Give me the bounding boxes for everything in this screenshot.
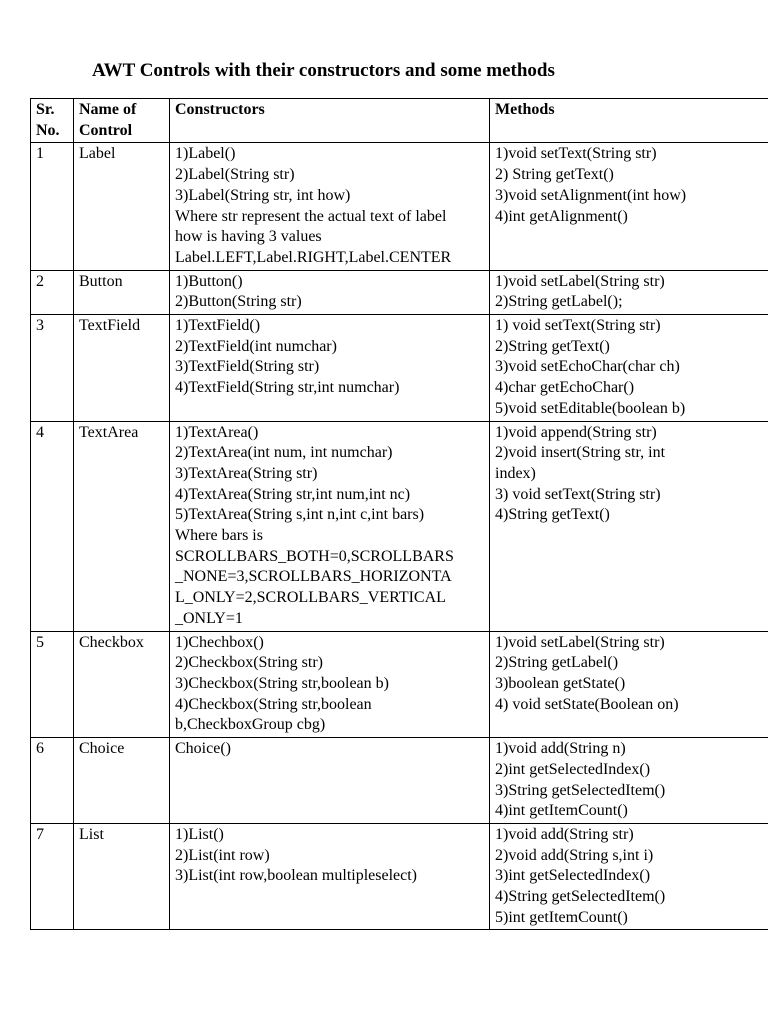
header-sr-no bbox=[31, 99, 74, 143]
method-line: 1)void append(String str) bbox=[495, 423, 657, 441]
cell-constructors bbox=[170, 143, 490, 270]
cell-control-name: TextField bbox=[74, 315, 170, 422]
constructor-line: 3)Label(String str, int how) bbox=[175, 186, 351, 204]
cell-constructors bbox=[170, 738, 490, 824]
table-row bbox=[31, 823, 768, 930]
constructor-line: 3)TextArea(String str) bbox=[175, 464, 318, 482]
header-name-line1: Name of bbox=[79, 101, 137, 118]
constructor-line: 2)Checkbox(String str) bbox=[175, 654, 323, 672]
cell-constructors bbox=[170, 315, 490, 422]
constructor-line: 1)List() bbox=[175, 825, 224, 843]
method-line: 2) String getText() bbox=[495, 166, 614, 184]
constructor-line: b,CheckboxGroup cbg) bbox=[175, 716, 326, 734]
method-line: 5)int getItemCount() bbox=[495, 908, 628, 926]
method-line: 2)String getText() bbox=[495, 337, 610, 355]
awt-controls-table bbox=[30, 98, 768, 930]
method-line: 1)void setLabel(String str) bbox=[495, 633, 665, 651]
header-sr-no-line2: No. bbox=[36, 121, 60, 139]
constructor-line: 5)TextArea(String s,int n,int c,int bars) bbox=[175, 506, 425, 524]
header-name-line2: Control bbox=[79, 121, 133, 139]
method-line: 4)char getEchoChar() bbox=[495, 379, 635, 397]
cell-constructors bbox=[170, 631, 490, 738]
method-line: 4)int getAlignment() bbox=[495, 207, 628, 225]
constructor-line: SCROLLBARS_BOTH=0,SCROLLBARS bbox=[175, 547, 454, 565]
method-line: 1)void add(String str) bbox=[495, 825, 634, 843]
table-row bbox=[31, 143, 768, 270]
constructor-line: Label.LEFT,Label.RIGHT,Label.CENTER bbox=[175, 248, 452, 266]
constructor-line: 2)TextField(int numchar) bbox=[175, 337, 337, 355]
constructor-line: _ONLY=1 bbox=[175, 609, 243, 627]
constructor-line: Where str represent the actual text of label bbox=[175, 207, 447, 225]
constructor-line: 4)TextField(String str,int numchar) bbox=[175, 379, 400, 397]
table-row bbox=[31, 421, 768, 631]
method-line: 1) void setText(String str) bbox=[495, 317, 661, 335]
constructor-line: 4)TextArea(String str,int num,int nc) bbox=[175, 485, 411, 503]
constructor-line: L_ONLY=2,SCROLLBARS_VERTICAL bbox=[175, 589, 446, 607]
table-row bbox=[31, 315, 768, 422]
table-header-row bbox=[31, 99, 768, 143]
method-line: 1)void setLabel(String str) bbox=[495, 272, 665, 290]
header-methods: Methods bbox=[490, 99, 768, 143]
method-line: 2)String getLabel() bbox=[495, 654, 619, 672]
constructor-line: Choice() bbox=[175, 740, 231, 758]
method-line: 3)String getSelectedItem() bbox=[495, 781, 666, 799]
cell-methods bbox=[490, 738, 768, 824]
cell-constructors bbox=[170, 270, 490, 314]
cell-methods bbox=[490, 421, 768, 631]
cell-control-name: Checkbox bbox=[74, 631, 170, 738]
page-title: AWT Controls with their constructors and some methods bbox=[92, 60, 555, 81]
cell-sr-no: 6 bbox=[31, 738, 74, 824]
constructor-line: 4)Checkbox(String str,boolean bbox=[175, 695, 372, 713]
header-constructors: Constructors bbox=[170, 99, 490, 143]
cell-methods bbox=[490, 315, 768, 422]
method-line: 1)void add(String n) bbox=[495, 740, 626, 758]
method-line: 1)void setText(String str) bbox=[495, 145, 657, 163]
cell-sr-no: 5 bbox=[31, 631, 74, 738]
method-line: 3)void setEchoChar(char ch) bbox=[495, 358, 680, 376]
method-line: 4)int getItemCount() bbox=[495, 802, 628, 820]
cell-control-name: TextArea bbox=[74, 421, 170, 631]
method-line: 2)void insert(String str, int bbox=[495, 444, 666, 462]
method-line: 2)void add(String s,int i) bbox=[495, 846, 654, 864]
cell-sr-no: 1 bbox=[31, 143, 74, 270]
method-line: 3)boolean getState() bbox=[495, 674, 626, 692]
constructor-line: 3)List(int row,boolean multipleselect) bbox=[175, 867, 418, 885]
header-name-of-control bbox=[74, 99, 170, 143]
cell-methods bbox=[490, 823, 768, 930]
method-line: 5)void setEditable(boolean b) bbox=[495, 399, 686, 417]
cell-methods bbox=[490, 631, 768, 738]
table-row bbox=[31, 270, 768, 314]
method-line: 3)int getSelectedIndex() bbox=[495, 867, 651, 885]
constructor-line: 1)Label() bbox=[175, 145, 236, 163]
constructor-line: 3)TextField(String str) bbox=[175, 358, 320, 376]
table-row bbox=[31, 738, 768, 824]
method-line: 3) void setText(String str) bbox=[495, 485, 661, 503]
cell-sr-no: 7 bbox=[31, 823, 74, 930]
constructor-line: 2)List(int row) bbox=[175, 846, 270, 864]
cell-methods bbox=[490, 143, 768, 270]
method-line: 4) void setState(Boolean on) bbox=[495, 695, 679, 713]
cell-sr-no: 3 bbox=[31, 315, 74, 422]
method-line: 3)void setAlignment(int how) bbox=[495, 186, 687, 204]
cell-sr-no: 2 bbox=[31, 270, 74, 314]
constructor-line: 2)TextArea(int num, int numchar) bbox=[175, 444, 393, 462]
cell-methods bbox=[490, 270, 768, 314]
cell-control-name: List bbox=[74, 823, 170, 930]
constructor-line: _NONE=3,SCROLLBARS_HORIZONTA bbox=[175, 568, 452, 586]
constructor-line: 2)Label(String str) bbox=[175, 166, 295, 184]
constructor-line: Where bars is bbox=[175, 527, 263, 545]
method-line: 2)int getSelectedIndex() bbox=[495, 760, 651, 778]
constructor-line: 2)Button(String str) bbox=[175, 293, 302, 311]
cell-control-name: Label bbox=[74, 143, 170, 270]
constructor-line: how is having 3 values bbox=[175, 228, 322, 246]
cell-control-name: Button bbox=[74, 270, 170, 314]
constructor-line: 1)TextArea() bbox=[175, 423, 259, 441]
method-line: index) bbox=[495, 464, 536, 482]
constructor-line: 3)Checkbox(String str,boolean b) bbox=[175, 674, 389, 692]
method-line: 4)String getText() bbox=[495, 506, 610, 524]
header-sr-no-line1: Sr. bbox=[36, 101, 55, 118]
cell-constructors bbox=[170, 421, 490, 631]
constructor-line: 1)Chechbox() bbox=[175, 633, 264, 651]
table-row bbox=[31, 631, 768, 738]
cell-constructors bbox=[170, 823, 490, 930]
method-line: 4)String getSelectedItem() bbox=[495, 888, 666, 906]
table-body bbox=[31, 143, 768, 930]
cell-sr-no: 4 bbox=[31, 421, 74, 631]
constructor-line: 1)Button() bbox=[175, 272, 243, 290]
method-line: 2)String getLabel(); bbox=[495, 293, 623, 311]
cell-control-name: Choice bbox=[74, 738, 170, 824]
constructor-line: 1)TextField() bbox=[175, 317, 261, 335]
